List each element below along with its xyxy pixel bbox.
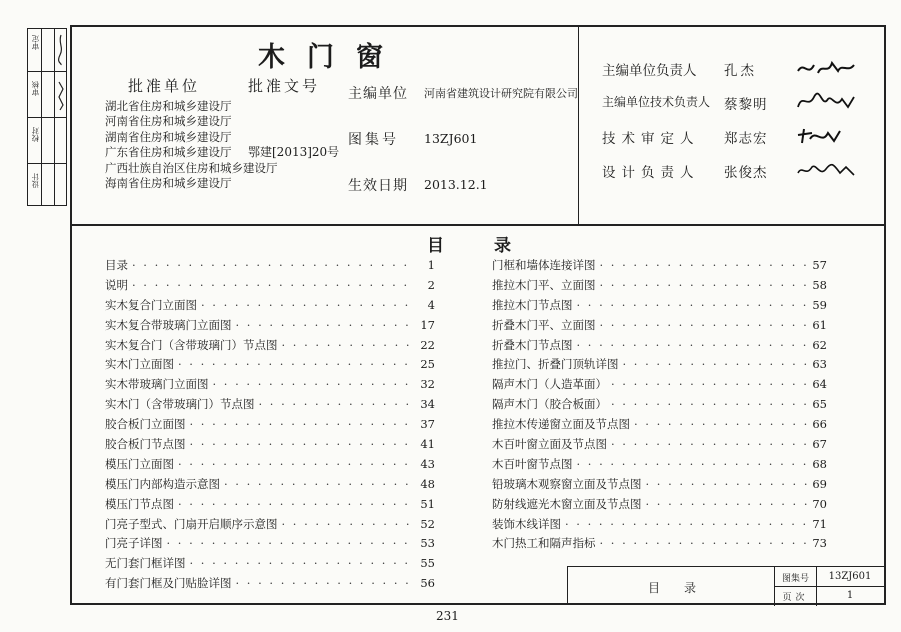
role-label: 设计负责人 (602, 165, 700, 181)
role-name: 蔡黎明 (724, 97, 768, 113)
toc-row[interactable]: 实木复合带玻璃门立面图 · · · 17 (105, 317, 435, 337)
title-block (567, 566, 884, 605)
toc-row[interactable]: 实木带玻璃门立面图 · · · 32 (105, 376, 435, 396)
toc-row[interactable]: 木门热工和隔声指标 · · · 73 (492, 535, 827, 555)
toc-row[interactable]: 推拉木传递窗立面及节点图 · · · 66 (492, 416, 827, 436)
effective-date: 2013.12.1 (424, 177, 488, 192)
department-item: 湖北省住房和城乡建设厅 (105, 99, 232, 113)
strip-row3: 校对 (31, 127, 40, 142)
toc-row[interactable]: 折叠木门平、立面图 · · · 61 (492, 317, 827, 337)
chief-unit-label: 主编单位 (348, 86, 408, 102)
signature-icon (794, 125, 858, 147)
role-label: 主编单位负责人 (602, 63, 697, 79)
approval-doc-label: 批准文号 (248, 77, 321, 95)
toc-row[interactable]: 无门套门框详图 · · · 55 (105, 555, 435, 575)
role-label: 主编单位技术负责人 (602, 95, 711, 109)
toc-row[interactable]: 门框和墙体连接详图 · · · 57 (492, 257, 827, 277)
signature-mark-2 (56, 79, 66, 113)
signature-icon (794, 91, 858, 113)
strip-row1: 审定 (31, 35, 40, 50)
toc-row[interactable]: 目录 · · · 1 (105, 257, 435, 277)
toc-row[interactable]: 说明 · · · 2 (105, 277, 435, 297)
title-block-page-label: 页次 (782, 593, 809, 603)
toc-row[interactable]: 隔声木门（胶合板面） · · · 65 (492, 396, 827, 416)
department-item: 河南省住房和城乡建设厅 (105, 114, 232, 129)
toc-row[interactable]: 木百叶窗节点图 · · · 68 (492, 456, 827, 476)
department-item: 广西壮族自治区住房和城乡建设厅 (105, 160, 278, 175)
toc-row[interactable]: 胶合板门节点图 · · · 41 (105, 436, 435, 456)
role-label: 技术审定人 (602, 131, 700, 147)
toc-row[interactable]: 有门套门框及门贴脸详图 · · · 56 (105, 575, 435, 595)
page-title: 木门窗 (258, 42, 405, 73)
toc-row[interactable]: 胶合板门立面图 · · · 37 (105, 416, 435, 436)
toc-row[interactable]: 模压门节点图 · · · 51 (105, 496, 435, 516)
title-block-title: 目录 (648, 581, 721, 595)
title-block-atlas-label: 图集号 (781, 574, 809, 584)
title-block-atlas-no: 13ZJ601 (828, 571, 872, 582)
department-item: 广东省住房和城乡建设厅 (105, 145, 232, 160)
strip-row4: 设计 (31, 173, 40, 188)
signature-strip (27, 28, 67, 206)
page-number: 231 (436, 609, 459, 623)
role-name: 郑志宏 (724, 131, 768, 147)
approval-doc-number: 鄂建[2013]20号 (248, 145, 340, 159)
toc-row[interactable]: 装饰木线详图 · · · 71 (492, 516, 827, 536)
toc-row[interactable]: 实木门立面图 · · · 25 (105, 356, 435, 376)
chief-unit: 河南省建筑设计研究院有限公司 (424, 87, 578, 100)
department-item: 湖南省住房和城乡建设厅 (105, 129, 232, 144)
signature-mark-1 (56, 33, 66, 67)
effective-label: 生效日期 (348, 178, 408, 194)
toc-row[interactable]: 推拉门、折叠门顶轨详图 · · · 63 (492, 356, 827, 376)
toc-row[interactable]: 防射线遮光木窗立面及节点图 · · · 70 (492, 496, 827, 516)
toc-row[interactable]: 实木复合门（含带玻璃门）节点图 · · · 22 (105, 337, 435, 357)
toc-row[interactable]: 门亮子型式、门扇开启顺序示意图 · · · 52 (105, 516, 435, 536)
toc-row[interactable]: 铅玻璃木观察窗立面及节点图 · · · 69 (492, 476, 827, 496)
drawing-frame (70, 25, 886, 605)
toc-row[interactable]: 木百叶窗立面及节点图 · · · 67 (492, 436, 827, 456)
department-item: 海南省住房和城乡建设厅 (105, 176, 232, 191)
header-block (72, 27, 884, 226)
toc-row[interactable]: 模压门内部构造示意图 · · · 48 (105, 476, 435, 496)
toc-row[interactable]: 折叠木门节点图 · · · 62 (492, 337, 827, 357)
toc-row[interactable]: 隔声木门（人造革面） · · · 64 (492, 376, 827, 396)
approval-unit-label: 批准单位 (128, 77, 201, 95)
toc-row[interactable]: 实木复合门立面图 · · · 4 (105, 297, 435, 317)
atlas-no: 13ZJ601 (424, 131, 478, 146)
toc-column-left (105, 257, 435, 595)
role-name: 张俊杰 (724, 165, 768, 181)
role-name: 孔杰 (724, 63, 757, 79)
toc-row[interactable]: 模压门立面图 · · · 43 (105, 456, 435, 476)
signature-icon (794, 57, 858, 79)
strip-row2: 审核 (31, 81, 40, 96)
title-block-page: 1 (846, 590, 854, 601)
toc-row[interactable]: 门亮子详图 · · · 53 (105, 535, 435, 555)
signature-icon (794, 159, 858, 181)
toc-column-right (492, 257, 827, 555)
toc-title: 目录 (427, 236, 561, 256)
atlas-no-label: 图集号 (348, 132, 399, 148)
toc-row[interactable]: 推拉木门平、立面图 · · · 58 (492, 277, 827, 297)
toc-row[interactable]: 推拉木门节点图 · · · 59 (492, 297, 827, 317)
toc-row[interactable]: 实木门（含带玻璃门）节点图 · · · 34 (105, 396, 435, 416)
